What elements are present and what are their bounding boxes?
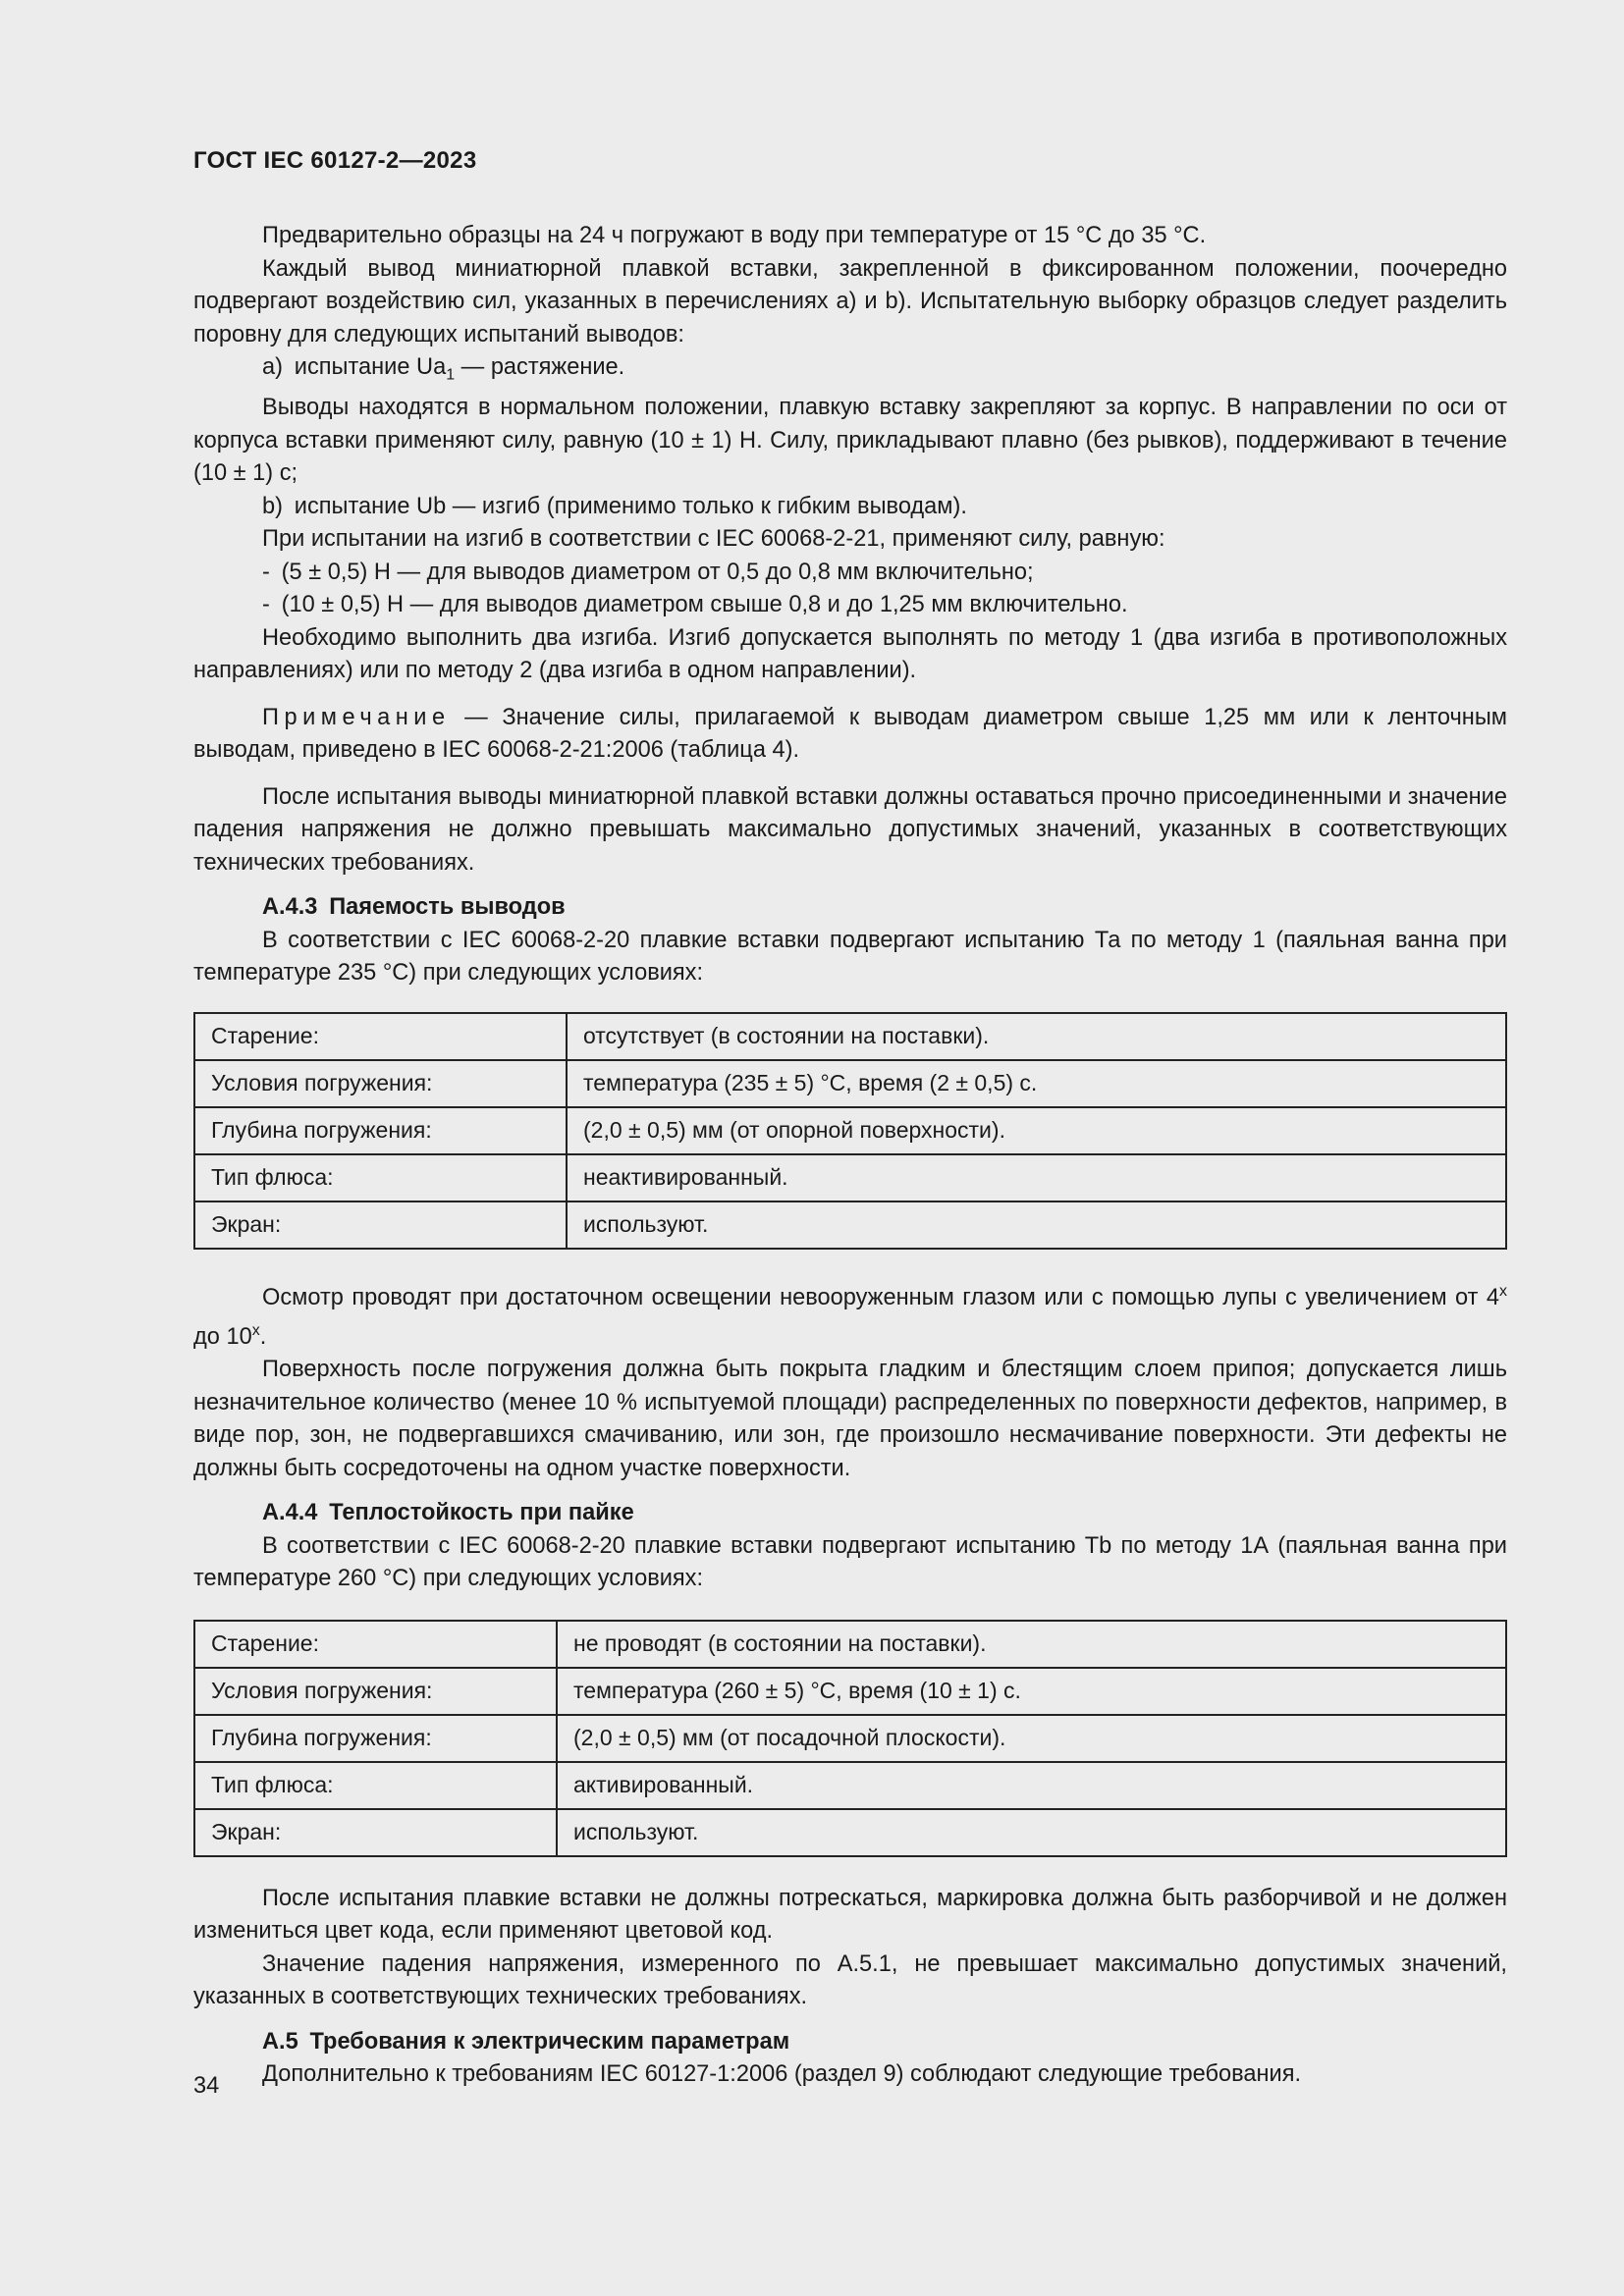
table-cell: активированный. [557,1762,1506,1809]
paragraph: В соответствии с IEC 60068-2-20 плавкие вставки подвергают испытанию Та по методу 1 (паяльная ванна при температуре 235 °С) при следующих условиях: [193,927,1507,987]
table-cell: Старение: [194,1013,567,1060]
table-row [194,1668,1506,1715]
conditions-table-a44 [193,1620,1507,1857]
table-row [194,1013,1506,1060]
paragraph: Выводы находятся в нормальном положении, плавкую вставку закрепляют за корпус. В направлении по оси от корпуса вставки применяют силу, равную (10 ± 1) Н. Силу, прикладывают плавно (без рывков), поддерживают в течение (10 ± 1) с; [193,395,1507,487]
table-row [194,1621,1506,1668]
paragraph: При испытании на изгиб в соответствии с IEC 60068-2-21, применяют силу, равную: [262,526,1165,553]
table-cell: Глубина погружения: [194,1107,567,1154]
document-header: ГОСТ IEC 60127-2—2023 [193,147,477,174]
table-row [194,1060,1506,1107]
section-heading-a5: А.5 Требования к электрическим параметрам [262,2028,790,2055]
table-cell: Экран: [194,1201,567,1249]
table-cell: Глубина погружения: [194,1715,557,1762]
list-item-a: а) испытание $Ua_1$ — растяжение. [262,354,625,384]
paragraph: Значение падения напряжения, измеренного по А.5.1, не превышает максимально допустимых значений, указанных в соответствующих технических требованиях. [193,1950,1507,2010]
table-row [194,1154,1506,1201]
table-cell: Старение: [194,1621,557,1668]
paragraph: В соответствии с IEC 60068-2-20 плавкие вставки подвергают испытанию Tb по методу 1А (паяльная ванна при температуре 260 °С) при следующих условиях: [193,1532,1507,1592]
table-cell: Экран: [194,1809,557,1856]
page-number: 34 [193,2073,220,2099]
table-cell: используют. [557,1809,1506,1856]
note: Примечание — Значение силы, прилагаемой к выводам диаметром свыше 1,25 мм или к ленточным выводам, приведено в IEC 60068-2-21:2006 (таблица 4). [193,704,1507,764]
paragraph: После испытания плавкие вставки не должны потрескаться, маркировка должна быть разборчивой и не должен измениться цвет кода, если применяют цветовой код. [193,1885,1507,1945]
table-cell: используют. [567,1201,1506,1249]
table-cell: температура (260 ± 5) °С, время (10 ± 1) с. [557,1668,1506,1715]
note-label: Примечание [262,704,451,730]
table-row [194,1107,1506,1154]
table-cell: (2,0 ± 0,5) мм (от опорной поверхности). [567,1107,1506,1154]
paragraph: Предварительно образцы на 24 ч погружают в воду при температуре от 15 °С до 35 °С. [262,223,1207,248]
paragraph: Осмотр проводят при достаточном освещении невооруженным глазом или с помощью лупы с увеличением от $4^х$ до $10^х$. [193,1282,1507,1350]
conditions-table-a43 [193,1012,1507,1250]
dash-item: - (5 ± 0,5) Н — для выводов диаметром от 0,5 до 0,8 мм включительно; [262,559,1034,585]
table-cell: Тип флюса: [194,1154,567,1201]
table-row [194,1809,1506,1856]
dash-item: - (10 ± 0,5) Н — для выводов диаметром свыше 0,8 и до 1,25 мм включительно. [262,592,1128,618]
table-cell: температура (235 ± 5) °С, время (2 ± 0,5) с. [567,1060,1506,1107]
section-heading-a43: А.4.3 Паяемость выводов [262,894,566,921]
paragraph: Дополнительно к требованиям IEC 60127-1:2006 (раздел 9) соблюдают следующие требования. [262,2061,1302,2088]
table-cell: не проводят (в состоянии на поставки). [557,1621,1506,1668]
table-cell: (2,0 ± 0,5) мм (от посадочной плоскости). [557,1715,1506,1762]
paragraph: Каждый вывод миниатюрной плавкой вставки, закрепленной в фиксированном положении, поочередно подвергают воздействию сил, указанных в перечислениях а) и b). Испытательную выборку образцов следует разделить поровну для следующих испытаний выводов: [193,255,1507,347]
table-cell: неактивированный. [567,1154,1506,1201]
table-row [194,1762,1506,1809]
table-row [194,1715,1506,1762]
table-row [194,1201,1506,1249]
table-cell: Тип флюса: [194,1762,557,1809]
paragraph: После испытания выводы миниатюрной плавкой вставки должны оставаться прочно присоединенными и значение падения напряжения не должно превышать максимально допустимых значений, указанных в соответствующих технических требованиях. [193,783,1507,876]
table-cell: Условия погружения: [194,1668,557,1715]
paragraph: Поверхность после погружения должна быть покрыта гладким и блестящим слоем припоя; допускается лишь незначительное количество (менее 10 % испытуемой площади) распределенных по поверхности дефектов, например, в виде пор, зон, не подвергавшихся смачиванию, или зон, где произошло несмачивание поверхности. Эти дефекты не должны быть сосредоточены на одном участке поверхности. [193,1357,1507,1481]
document-page [193,147,1507,2092]
list-item-b: b) испытание Ub — изгиб (применимо только к гибким выводам). [262,493,967,519]
section-heading-a44: А.4.4 Теплостойкость при пайке [262,1500,634,1526]
paragraph: Необходимо выполнить два изгиба. Изгиб допускается выполнять по методу 1 (два изгиба в противоположных направлениях) или по методу 2 (два изгиба в одном направлении). [193,624,1507,684]
table-cell: отсутствует (в состоянии на поставки). [567,1013,1506,1060]
table-cell: Условия погружения: [194,1060,567,1107]
